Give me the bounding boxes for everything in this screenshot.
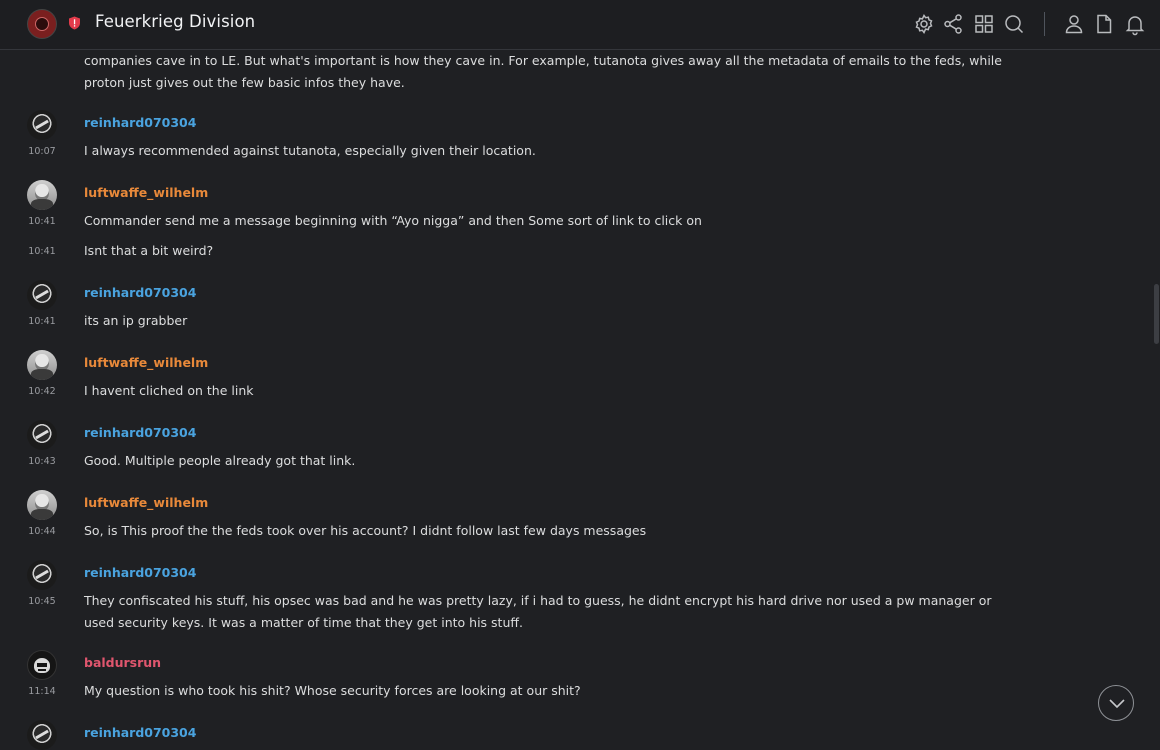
message-text: So, is This proof the the feds took over his account? I didnt follow last few days messages [84, 523, 647, 538]
username[interactable]: reinhard070304 [84, 725, 197, 740]
timestamp: 10:41 [28, 216, 56, 227]
avatar[interactable] [27, 650, 57, 680]
bell-icon[interactable] [1123, 12, 1147, 36]
timestamp: 10:44 [28, 526, 56, 537]
shield-icon [68, 16, 81, 30]
username[interactable]: luftwaffe_wilhelm [84, 185, 209, 200]
message-text: Commander send me a message beginning with “Ayo nigga” and then Some sort of link to click on [84, 213, 702, 228]
channel-title: Feuerkrieg Division [95, 12, 256, 31]
avatar[interactable] [27, 490, 57, 520]
username[interactable]: reinhard070304 [84, 425, 197, 440]
timestamp: 11:14 [28, 686, 56, 697]
avatar[interactable] [27, 350, 57, 380]
timestamp: 10:43 [28, 456, 56, 467]
message-text: Good. Multiple people already got that link. [84, 453, 356, 468]
channel-header [0, 0, 1160, 50]
avatar[interactable] [27, 420, 57, 450]
user-icon[interactable] [1062, 12, 1086, 36]
timestamp: 10:41 [28, 316, 56, 327]
message-text: I havent cliched on the link [84, 383, 254, 398]
avatar[interactable] [27, 720, 57, 750]
message-text: its an ip grabber [84, 313, 188, 328]
timestamp: 10:41 [28, 246, 56, 257]
message-text: My question is who took his shit? Whose security forces are looking at our shit? [84, 683, 581, 698]
message-text: Isnt that a bit weird? [84, 243, 214, 258]
username[interactable]: luftwaffe_wilhelm [84, 495, 209, 510]
username[interactable]: reinhard070304 [84, 115, 197, 130]
settings-icon[interactable] [912, 12, 936, 36]
message-text: companies cave in to LE. But what's important is how they cave in. For example, tutanota gives away all the metadata of emails to the feds, while [84, 53, 1002, 68]
username[interactable]: reinhard070304 [84, 565, 197, 580]
server-icon[interactable] [27, 9, 57, 39]
message-text: proton just gives out the few basic infos they have. [84, 75, 405, 90]
chevron-down-icon [1108, 696, 1126, 710]
username[interactable]: baldursrun [84, 655, 162, 670]
jump-to-bottom-button[interactable] [1098, 685, 1134, 721]
share-icon[interactable] [941, 12, 965, 36]
message-text: They confiscated his stuff, his opsec was bad and he was pretty lazy, if i had to guess, he didnt encrypt his hard drive nor used a pw manager or [84, 593, 992, 608]
username[interactable]: reinhard070304 [84, 285, 197, 300]
grid-icon[interactable] [972, 12, 996, 36]
scrollbar-thumb[interactable] [1154, 284, 1159, 344]
message-text: used security keys. It was a matter of time that they get into his stuff. [84, 615, 523, 630]
username[interactable]: luftwaffe_wilhelm [84, 355, 209, 370]
avatar[interactable] [27, 110, 57, 140]
search-icon[interactable] [1002, 12, 1026, 36]
avatar[interactable] [27, 560, 57, 590]
file-icon[interactable] [1092, 12, 1116, 36]
avatar[interactable] [27, 280, 57, 310]
header-divider [1044, 12, 1045, 36]
avatar[interactable] [27, 180, 57, 210]
timestamp: 10:07 [28, 146, 56, 157]
message-text: I always recommended against tutanota, especially given their location. [84, 143, 536, 158]
timestamp: 10:42 [28, 386, 56, 397]
timestamp: 10:45 [28, 596, 56, 607]
